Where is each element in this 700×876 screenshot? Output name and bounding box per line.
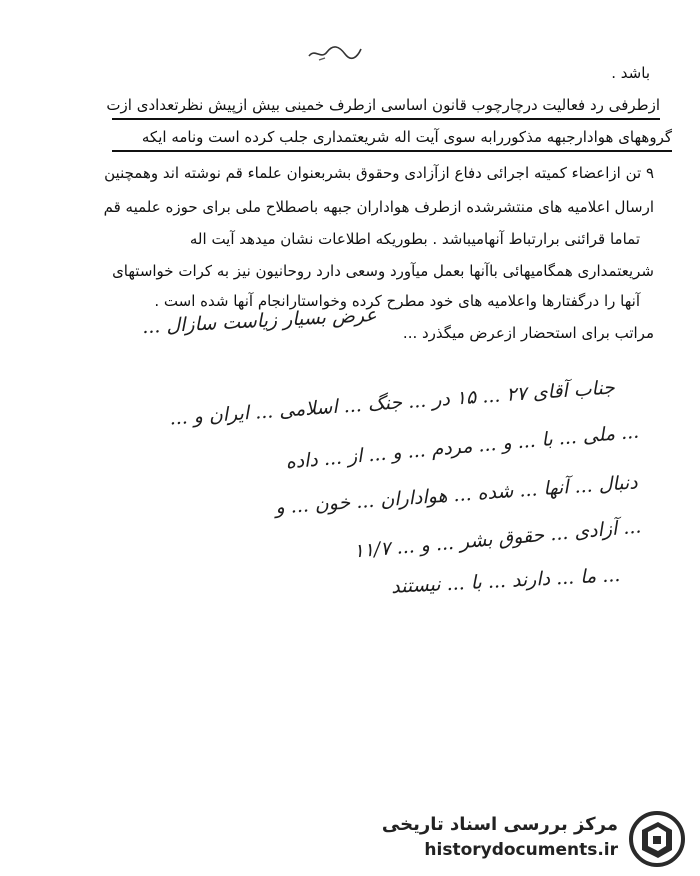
text-line-4: ۹ تن ازاعضاء کمیته اجرائی دفاع ازآزادی وحقوق بشربعنوان علماء قم نوشته اند وهمچنین: [104, 164, 654, 182]
stamp-scribble: [305, 40, 365, 66]
text-line-2: ازطرفی رد فعالیت درچارچوب قانون اساسی ازطرف خمینی بیش ازپیش نظرتعدادی ازت: [106, 96, 660, 114]
archive-logo-icon: [628, 810, 686, 868]
watermark-title: مرکز بررسی اسناد تاریخی: [381, 814, 618, 835]
handwritten-line-1: جناب آقای ۲۷ ... ۱۵ در ... جنگ ... اسلامی ... ایران و ...: [168, 376, 616, 430]
text-line-7: شریعتمداری همگامیهائی باآنها بعمل میآورد وسعی دارد روحانیون نیز به کرات خواستهای: [112, 262, 654, 280]
handwritten-line-4: ... آزادی ... حقوق بشر ... و ... ۱۱/۷: [352, 515, 643, 563]
text-line-3: گروههای هوادارجبهه مذکوررابه سوی آیت اله شریعتمداری جلب کرده است ونامه ایکه: [141, 128, 672, 146]
watermark-url: historydocuments.ir: [424, 840, 618, 860]
underline-line-3: [112, 150, 672, 152]
watermark-logo: [381, 808, 690, 870]
text-line-1: باشد .: [611, 64, 650, 82]
handwritten-line-3: دنبال ... آنها ... شده ... هواداران ... خون ... و: [274, 471, 639, 519]
text-line-6: تماما قرائنی برارتباط آنهامیباشد . بطوریکه اطلاعات نشان میدهد آیت اله: [189, 230, 640, 248]
underline-line-2: [112, 118, 660, 120]
text-line-5: ارسال اعلامیه های منتشرشده ازطرف هواداران جبهه باصطلاح ملی برای حوزه علمیه قم: [103, 198, 654, 216]
signature-note: عرض بسیار زیاست سازال ...: [141, 303, 378, 339]
text-line-8: آنها را درگفتارها واعلامیه های خود مطرح کرده وخواستارانجام آنها شده است .: [154, 292, 640, 310]
text-line-9: مراتب برای استحضار ازعرض میگذرد ...: [402, 324, 654, 342]
handwritten-line-2: ... ملی ... با ... و ... مردم ... و ... از ... داده: [285, 420, 641, 474]
handwritten-line-5: ... ما ... دارند ... با ... نیستند: [390, 564, 621, 598]
